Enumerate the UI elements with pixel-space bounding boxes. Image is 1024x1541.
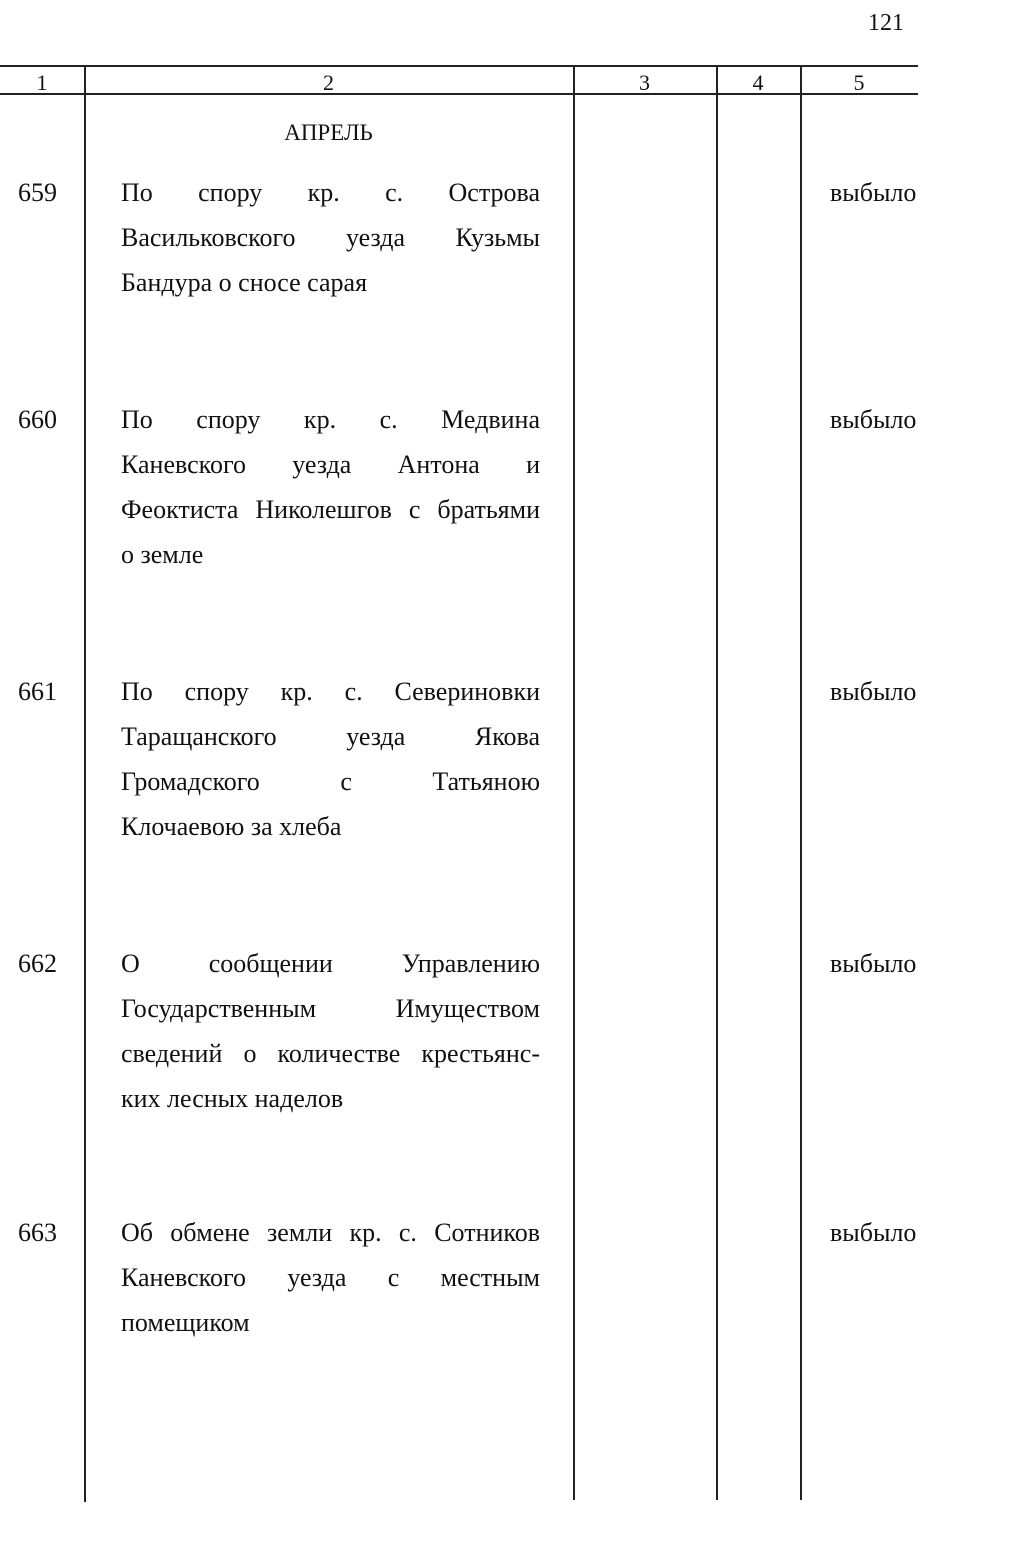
column-header-4: 4 xyxy=(752,70,764,95)
page-number: 121 xyxy=(868,10,904,36)
column-divider xyxy=(573,65,575,1500)
column-header-3: 3 xyxy=(639,70,650,95)
entry-status: выбыло xyxy=(830,1218,917,1247)
month-heading: АПРЕЛЬ xyxy=(284,120,373,145)
entry-number: 661 xyxy=(18,677,57,706)
entry-number: 663 xyxy=(18,1218,57,1247)
entry-number: 660 xyxy=(18,405,57,434)
entry-description: По спору кр. с. Острова Васильковского уезда Кузьмы Бандура о сносе сарая xyxy=(121,178,540,297)
entry-status: выбыло xyxy=(830,677,917,706)
entry-description: О сообщении Управлению Государственным Имуществом сведений о количестве крестьянс- ких лесных наделов xyxy=(121,949,540,1113)
entry-description: По спору кр. с. Севериновки Таращанского уезда Якова Громадского с Татьяною Клочаевою за хлеба xyxy=(121,677,540,841)
entry-status: выбыло xyxy=(830,405,917,434)
column-divider xyxy=(716,65,718,1500)
entry-number: 662 xyxy=(18,949,57,978)
entry-status: выбыло xyxy=(830,949,917,978)
column-header-5: 5 xyxy=(853,70,865,95)
column-header-1: 1 xyxy=(36,70,48,95)
entry-status: выбыло xyxy=(830,178,917,207)
column-divider xyxy=(800,65,802,1500)
entry-description: Об обмене земли кр. с. Сотников Каневского уезда с местным помещиком xyxy=(121,1218,540,1337)
column-header-2: 2 xyxy=(323,70,334,95)
entry-description: По спору кр. с. Медвина Каневского уезда Антона и Феоктиста Николешгов с братьями о земле xyxy=(121,405,540,569)
table-top-rule xyxy=(0,65,918,67)
entry-number: 659 xyxy=(18,178,57,207)
column-divider xyxy=(84,65,86,1502)
